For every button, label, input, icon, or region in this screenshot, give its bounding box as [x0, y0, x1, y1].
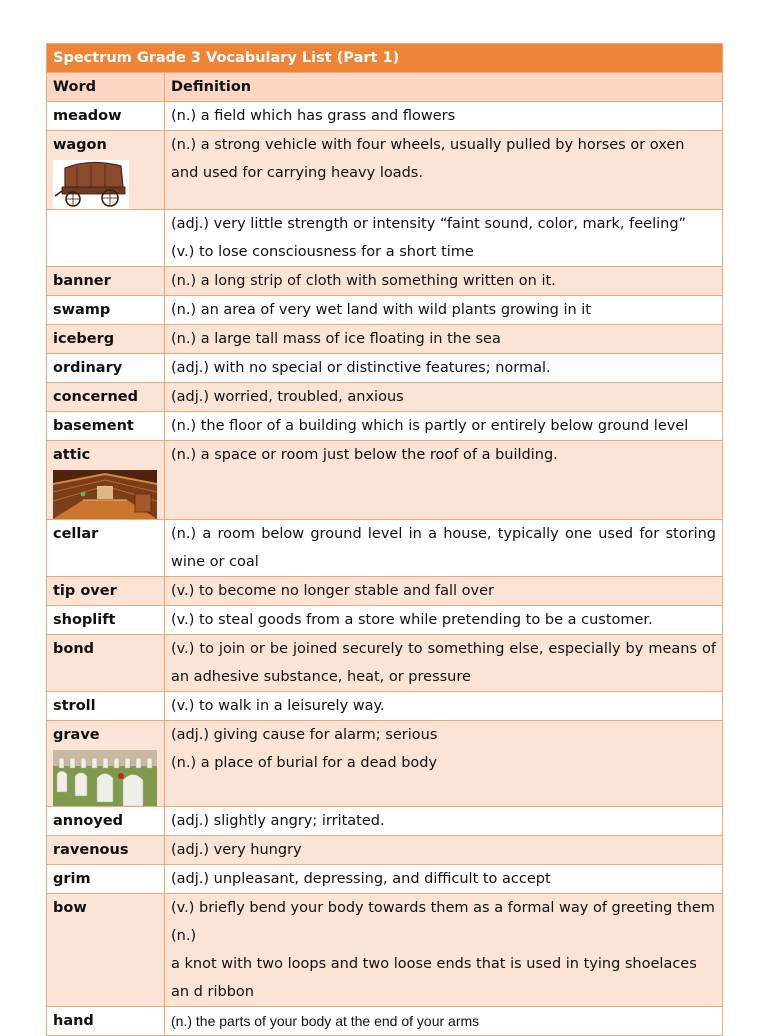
definition-text: and used for carrying heavy loads. [171, 165, 423, 181]
vocabulary-word: ordinary [53, 360, 123, 376]
definition-text: (adj.) very hungry [171, 842, 302, 858]
definition-text: a knot with two loops and two loose ends that is used in tying shoelaces an d ribbon [171, 956, 697, 1000]
definition-text: (n.) a room below ground level in a house, typically one used for storing wine or coal [171, 526, 716, 570]
table-row [47, 606, 723, 635]
definition-cell [165, 131, 723, 210]
vocabulary-word: ravenous [53, 842, 129, 858]
definition-cell [165, 577, 723, 606]
word-cell [47, 865, 165, 894]
definition-text: (v.) briefly bend your body towards them as a formal way of greeting them [171, 900, 715, 916]
word-cell [47, 1007, 165, 1036]
definition-cell [165, 267, 723, 296]
definition-cell [165, 865, 723, 894]
table-row [47, 325, 723, 354]
vocabulary-word: iceberg [53, 331, 115, 347]
table-row [47, 836, 723, 865]
table-row [47, 102, 723, 131]
table-row [47, 210, 723, 267]
table-row [47, 296, 723, 325]
definition-cell [165, 894, 723, 1007]
attic-photo [53, 470, 157, 519]
vocabulary-word: bond [53, 641, 95, 657]
definition-cell [165, 441, 723, 520]
table-row [47, 577, 723, 606]
vocabulary-word: wagon [53, 137, 107, 153]
definition-cell [165, 721, 723, 807]
word-cell [47, 635, 165, 692]
definition-text: (n.) the floor of a building which is partly or entirely below ground level [171, 418, 689, 434]
definition-text: (n.) a long strip of cloth with something written on it. [171, 273, 556, 289]
vocabulary-word: hand [53, 1013, 94, 1029]
word-cell [47, 325, 165, 354]
table-row [47, 721, 723, 807]
vocabulary-word: meadow [53, 108, 122, 124]
vocabulary-word: attic [53, 447, 91, 463]
table-row [47, 383, 723, 412]
definition-text: (n.) the parts of your body at the end of your arms [171, 1013, 480, 1029]
word-cell [47, 102, 165, 131]
definition-text: (n.) a place of burial for a dead body [171, 755, 438, 771]
table-row [47, 520, 723, 577]
definition-cell [165, 412, 723, 441]
definition-cell [165, 296, 723, 325]
vocabulary-word: concerned [53, 389, 138, 405]
definition-text: (v.) to lose consciousness for a short time [171, 244, 474, 260]
definition-text: (n.) an area of very wet land with wild plants growing in it [171, 302, 591, 318]
header-row [47, 73, 723, 102]
definition-cell [165, 692, 723, 721]
table-row [47, 354, 723, 383]
word-cell [47, 721, 165, 807]
word-cell [47, 267, 165, 296]
vocabulary-word: shoplift [53, 612, 116, 628]
definition-text: (adj.) giving cause for alarm; serious [171, 727, 438, 743]
title-row [47, 44, 723, 73]
definition-cell [165, 635, 723, 692]
definition-text: (adj.) with no special or distinctive features; normal. [171, 360, 551, 376]
vocabulary-table [46, 43, 723, 1036]
definition-cell [165, 325, 723, 354]
table-row [47, 894, 723, 1007]
definition-text: (n.) [171, 928, 197, 944]
word-cell [47, 383, 165, 412]
definition-text: (adj.) unpleasant, depressing, and difficult to accept [171, 871, 551, 887]
vocabulary-word: swamp [53, 302, 111, 318]
definition-cell [165, 836, 723, 865]
table-row [47, 441, 723, 520]
definition-cell [165, 606, 723, 635]
table-title: Spectrum Grade 3 Vocabulary List (Part 1) [47, 44, 723, 73]
word-column-header: Word [47, 73, 165, 102]
definition-text: (n.) a strong vehicle with four wheels, usually pulled by horses or oxen [171, 137, 685, 153]
definition-column-header: Definition [165, 73, 723, 102]
word-cell [47, 441, 165, 520]
word-cell [47, 606, 165, 635]
definition-text: (v.) to walk in a leisurely way. [171, 698, 385, 714]
definition-text: (n.) a field which has grass and flowers [171, 108, 456, 124]
definition-cell [165, 102, 723, 131]
table-row [47, 692, 723, 721]
table-row [47, 131, 723, 210]
word-cell [47, 692, 165, 721]
definition-text: (v.) to join or be joined securely to something else, especially by means of an adhesive substance, heat, or pressure [171, 641, 716, 685]
word-cell [47, 131, 165, 210]
definition-text: (adj.) slightly angry; irritated. [171, 813, 385, 829]
word-cell [47, 836, 165, 865]
table-row [47, 1007, 723, 1036]
vocabulary-word: banner [53, 273, 111, 289]
word-cell [47, 354, 165, 383]
word-cell [47, 210, 165, 267]
word-cell [47, 807, 165, 836]
vocabulary-word: grave [53, 727, 100, 743]
definition-text: (v.) to become no longer stable and fall over [171, 583, 495, 599]
wagon-illustration [53, 160, 129, 209]
table-row [47, 807, 723, 836]
vocabulary-word: cellar [53, 526, 99, 542]
definition-text: (adj.) very little strength or intensity “faint sound, color, mark, feeling” [171, 216, 687, 232]
word-cell [47, 296, 165, 325]
word-cell [47, 412, 165, 441]
definition-text: (n.) a large tall mass of ice floating in the sea [171, 331, 501, 347]
table-row [47, 412, 723, 441]
grave-photo [53, 750, 157, 806]
vocabulary-word: grim [53, 871, 91, 887]
definition-cell [165, 1007, 723, 1036]
definition-cell [165, 807, 723, 836]
vocabulary-word: basement [53, 418, 134, 434]
word-cell [47, 894, 165, 1007]
definition-cell [165, 383, 723, 412]
vocabulary-word: annoyed [53, 813, 124, 829]
word-cell [47, 577, 165, 606]
vocabulary-word: tip over [53, 583, 117, 599]
definition-cell [165, 354, 723, 383]
table-row [47, 865, 723, 894]
definition-cell [165, 520, 723, 577]
vocabulary-word: bow [53, 900, 87, 916]
vocabulary-sheet [46, 43, 722, 1036]
definition-text: (adj.) worried, troubled, anxious [171, 389, 404, 405]
table-row [47, 267, 723, 296]
definition-text: (v.) to steal goods from a store while pretending to be a customer. [171, 612, 653, 628]
table-row [47, 635, 723, 692]
vocabulary-word: stroll [53, 698, 96, 714]
word-cell [47, 520, 165, 577]
definition-text: (n.) a space or room just below the roof of a building. [171, 447, 558, 463]
definition-cell [165, 210, 723, 267]
